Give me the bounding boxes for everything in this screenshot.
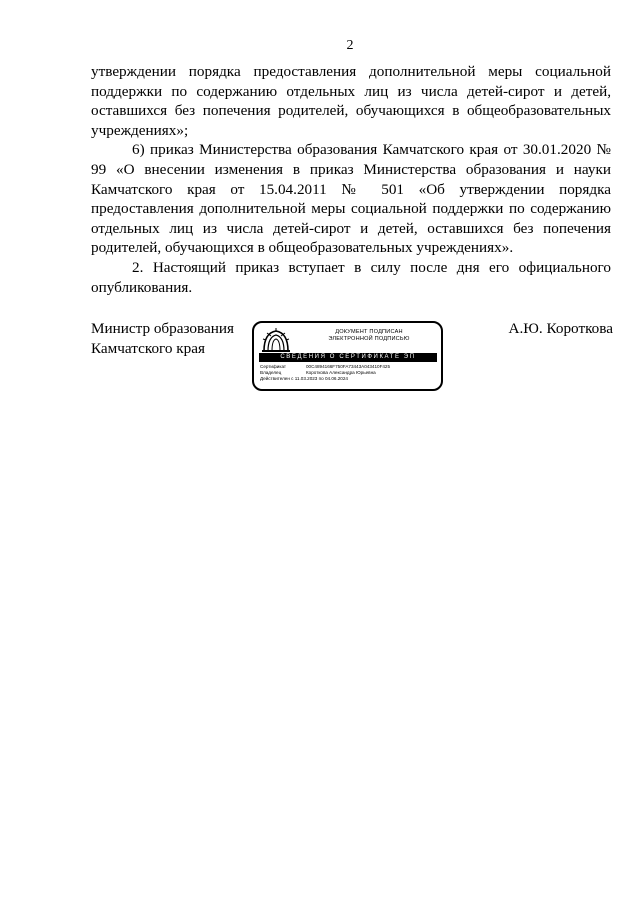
- validity-row: Действителен с 11.03.2023 по 04.06.2024: [260, 376, 348, 381]
- paragraph-item-6: 6) приказ Министерства образования Камчатского края от 30.01.2020 № 99 «О внесении изменения в приказ Министерства образования и науки Камчатского края от 15.04.2011 № 501 «Об утверждении порядка предоставления дополнительной меры социальной поддержки по содержанию отдельных лиц из числа детей-сирот и детей, оставшихся без попечения родителей, обучающихся в общеобразовательных учреждениях».: [91, 141, 611, 257]
- owner-value: Короткова Александра Юрьевна: [306, 370, 376, 375]
- signer-position-line-2: Камчатского края: [91, 339, 205, 357]
- certificate-info-bar: СВЕДЕНИЯ О СЕРТИФИКАТЕ ЭП: [259, 353, 437, 362]
- coat-of-arms-icon: [261, 327, 291, 353]
- certificate-label: Сертификат: [260, 364, 287, 369]
- paragraph-continuation: утверждении порядка предоставления дополнительной меры социальной поддержки по содержанию отдельных лиц из числа детей-сирот и детей, оставшихся без попечения родителей, обучающихся в общеобразовательных учреждениях»;: [91, 63, 611, 139]
- signature-block: [91, 319, 613, 399]
- stamp-header-line-2: ЭЛЕКТРОННОЙ ПОДПИСЬЮ: [328, 336, 410, 342]
- signer-position-line-1: Министр образования: [91, 320, 234, 337]
- stamp-header: [299, 329, 439, 343]
- signer-position: [91, 319, 234, 358]
- signer-name: А.Ю. Короткова: [508, 320, 613, 337]
- certificate-value: 00C4894166F750FA73443A043410F425: [306, 364, 391, 369]
- electronic-signature-stamp: [252, 321, 443, 391]
- owner-label: Владелец: [260, 370, 282, 375]
- page-number: 2: [346, 38, 354, 53]
- stamp-header-line-1: ДОКУМЕНТ ПОДПИСАН: [335, 329, 403, 335]
- document-body: [91, 62, 611, 297]
- certificate-details: [260, 364, 390, 382]
- paragraph-effective-date: 2. Настоящий приказ вступает в силу после дня его официального опубликования.: [91, 258, 611, 296]
